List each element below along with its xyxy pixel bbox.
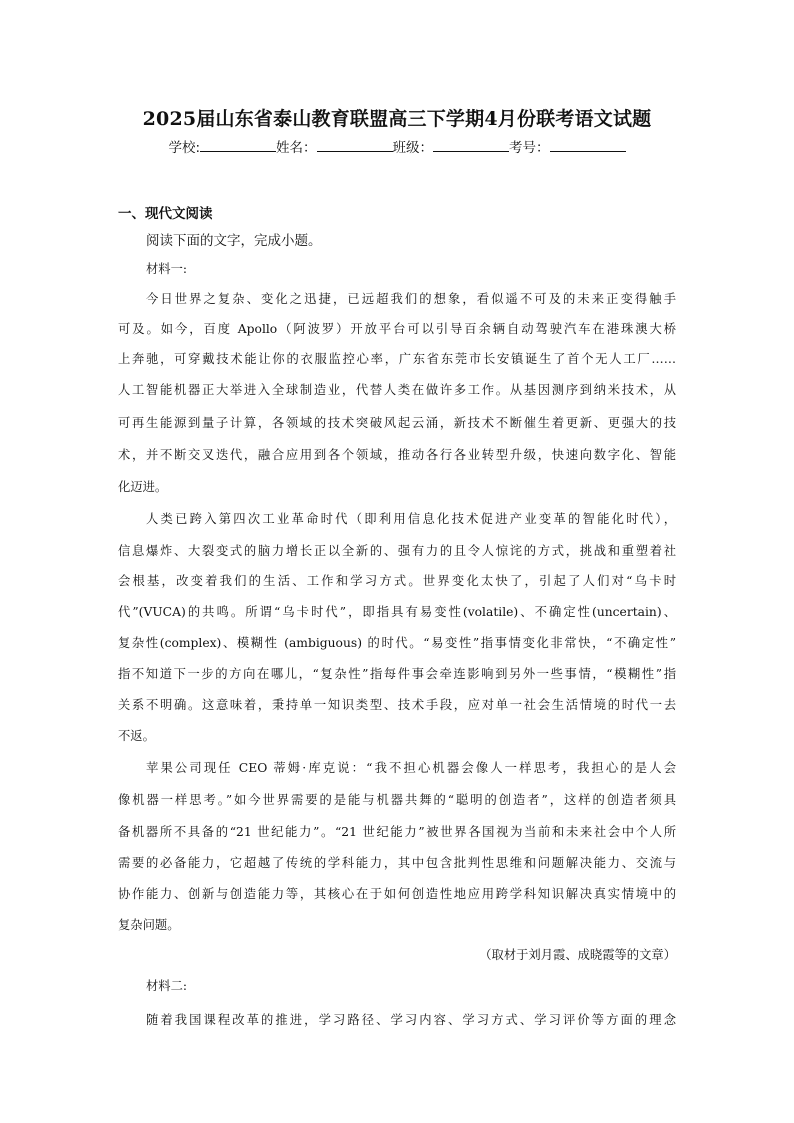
school-blank[interactable] <box>200 139 276 152</box>
text-line: 今日世界之复杂、变化之迅捷，已远超我们的想象，看似遥不可及的未来正变得触手 <box>146 292 676 306</box>
source-citation: （取材于刘月霞、成晓霞等的文章） <box>479 948 676 962</box>
exam-title: 2025届山东省泰山教育联盟高三下学期4月份联考语文试题 <box>142 108 652 130</box>
text-line: 苹果公司现任 CEO 蒂姆·库克说：“我不担心机器会像人一样思考，我担心的是人会 <box>146 761 676 775</box>
text-line: 备机器所不具备的“21 世纪能力”。“21 世纪能力”被世界各国视为当前和未来社会中个人所 <box>118 825 676 839</box>
text-line: 信息爆炸、大裂变式的脑力增长正以全新的、强有力的且令人惊诧的方式，挑战和重塑着社 <box>118 544 676 558</box>
text-line: 复杂问题。 <box>118 918 180 932</box>
exam-no-label: 考号： <box>509 140 550 156</box>
text-line: 可及。如今，百度 Apollo（阿波罗）开放平台可以引导百余辆自动驾驶汽车在港珠澳大桥 <box>118 322 676 336</box>
text-line: 复杂性(complex)、模糊性 (ambiguous) 的时代。“易变性”指事情变化非常快，“不确定性” <box>118 636 676 650</box>
instruction: 阅读下面的文字，完成小题。 <box>146 233 322 249</box>
school-label: 学校: <box>168 140 201 156</box>
material2-heading: 材料二: <box>146 979 188 993</box>
class-label: 班级： <box>392 140 434 156</box>
text-line: 会根基，改变着我们的生活、工作和学习方式。世界变化太快了，引起了人们对“乌卡时 <box>118 574 676 588</box>
text-line: 不返。 <box>118 729 155 743</box>
text-line: 协作能力、创新与创造能力等，其核心在于如何创造性地应用跨学科知识解决真实情境中的 <box>118 887 676 901</box>
text-line: 代”(VUCA)的共鸣。所谓“乌卡时代”，即指具有易变性(volatile)、不确定性(uncertain)、 <box>118 605 676 619</box>
text-line: 像机器一样思考。”如今世界需要的是能与机器共舞的“聪明的创造者”，这样的创造者须具 <box>118 793 676 807</box>
name-label: 姓名： <box>276 140 317 156</box>
student-info-line <box>0 136 794 156</box>
section-heading: 一、现代文阅读 <box>118 206 213 222</box>
text-line: 需要的必备能力，它超越了传统的学科能力，其中包含批判性思维和问题解决能力、交流与 <box>118 856 676 870</box>
text-line: 随着我国课程改革的推进，学习路径、学习内容、学习方式、学习评价等方面的理念 <box>146 1013 676 1027</box>
name-blank[interactable] <box>317 139 393 152</box>
material1-heading: 材料一: <box>146 262 188 276</box>
text-line: 可再生能源到量子计算，各领域的技术突破风起云涌，新技术不断催生着更新、更强大的技 <box>118 416 676 430</box>
exam-no-blank[interactable] <box>550 139 626 152</box>
text-line: 人工智能机器正大举进入全球制造业，代替人类在做许多工作。从基因测序到纳米技术，从 <box>118 383 676 397</box>
text-line: 化迈进。 <box>118 480 168 494</box>
class-blank[interactable] <box>433 139 509 152</box>
text-line: 上奔驰，可穿戴技术能让你的衣服监控心率，广东省东莞市长安镇诞生了首个无人工厂…… <box>118 352 676 366</box>
text-line: 指不知道下一步的方向在哪儿，“复杂性”指每件事会牵连影响到另外一些事情，“模糊性”指 <box>118 667 676 681</box>
text-line: 人类已跨入第四次工业革命时代（即利用信息化技术促进产业变革的智能化时代）， <box>146 512 676 526</box>
text-line: 关系不明确。这意味着，秉持单一知识类型、技术手段，应对单一社会生活情境的时代一去 <box>118 698 676 712</box>
text-line: 术，并不断交叉迭代，融合应用到各个领域，推动各行各业转型升级，快速向数字化、智能 <box>118 448 676 462</box>
